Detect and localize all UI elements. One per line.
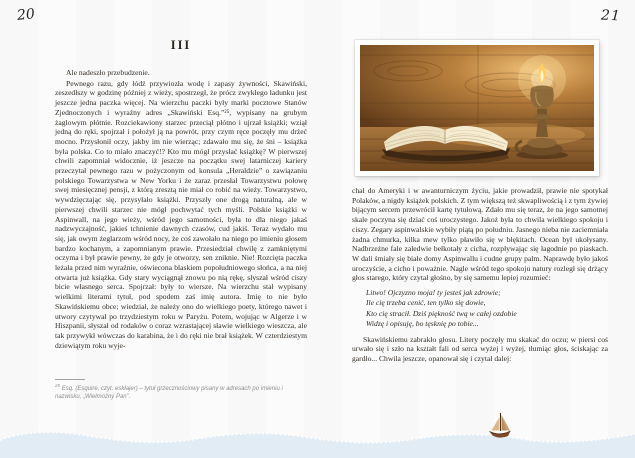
- footnote-text: Esq. (Esquire, czyt. eskłajer) – tytuł grzecznościowy pisany w adresach po imieniu i nazwisku, „Wielmożny Pan”.: [55, 386, 283, 400]
- poem-line: Kto cię stracił. Dziś piękność twą w całej ozdobie: [366, 308, 517, 318]
- right-paragraph-1: chał do Ameryki i w awanturniczym życiu, jakie prowadził, prawie nie spotykał Polaków, a nigdy książek polskich. Z tym większą też skwapliwością i z tym żywiej bijącym sercem przewrócił kartę tytułową. Zdało mu się teraz, że na jego samotnej skale poczyna się dziać coś uroczystego. Jakoż była to chwila wielkiego spokoju i ciszy. Zegary aspinwalskie wybiły piątą po południu. Jasnego nieba nie zaciemniała żadna chmurka, kilka mew tylko pławiło się w błękitach. Ocean był ukołysany. Nadbrzeżne fale zaledwie bełkotały z cicha, rozpływając się łagodnie po piaskach. W dali śmiały się białe domy Aspinwallu i cudne grupy palm. Naprawdę było jakoś uroczyście, a cicho i poważnie. Nagle wśród tego spokoju natury rozległ się drżący głos starego, który czytał głośno, by się samemu lepiej rozumieć:: [352, 186, 608, 283]
- book-lamp-photo: [355, 40, 599, 176]
- wave-fill: [0, 432, 635, 458]
- poem-line: Widzę i opisuję, bo tęsknię po tobie...: [366, 319, 479, 329]
- wave-decoration: [0, 424, 635, 458]
- page-number-right: 21: [600, 7, 622, 25]
- right-paragraph-2: Skawińskiemu zabrakło głosu. Litery poczęły mu skakać do oczu; w piersi coś urwało się i szło na kształt fali od serca wyżej i wyżej, tłumiąc głos, ściskając za gardło... Chwila jeszcze, opanował się i czytał dalej:: [352, 334, 608, 364]
- poem-quote: [366, 288, 608, 330]
- poem-line: Ile cię trzeba cenić, ten tylko się dowie,: [366, 298, 486, 308]
- book-lamp-photo-image: [360, 45, 594, 171]
- left-paragraph-1: Ale nadeszło przebudzenie.: [66, 68, 150, 77]
- right-page: [352, 40, 608, 364]
- footnote-marker: 25: [55, 383, 61, 388]
- sailboat-icon: [488, 412, 512, 438]
- page-number-left: 20: [16, 6, 36, 24]
- chapter-heading: III: [170, 38, 192, 52]
- poem-line: Litwo! Ojczyzno moja! ty jesteś jak zdrowie;: [366, 288, 501, 298]
- left-paragraph-2: Pewnego razu, gdy łódź przywiozła wodę i zapasy żywności, Skawiński, zeszedłszy w godzinę później z wieży, spostrzegł, że prócz zwykłego ładunku jest jeszcze jedna paczka więcej. Na wierzchu paczki były marki pocztowe Stanów Zjednoczonych i wyraźny adres „Skawiński Esq.”²⁵, wypisany na grubym żaglowym płótnie. Rozciekawiony starzec przeciął płótno i ujrzał książki; wziął jedną do ręki, spojrzał i położył ją na powrót, przy czym ręce poczęły mu drżeć mocno. Przysłonił oczy, jakby im nie wierząc; zdawało mu się, że śni – książka była polska. Co to miało znaczyć!? Kto mu mógł przysłać książkę? W pierwszej chwili zapomniał widocznie, iż jeszcze na początku swej latarniczej kariery przeczytał pewnego razu w pożyczonym od konsula „Heraldzie” o zawiązaniu polskiego Towarzystwa w New Yorku i że zaraz przesłał Towarzystwu połowę swej miesięcznej pensji, z którą zresztą nie miał co robić na wieży. Towarzystwo, wywdzięczając się, przysyłało książki. Przyszły one drogą naturalną, ale w pierwszej chwili starzec nie mógł pochwytać tych myśli. Polskie książki w Aspinwall, na jego wieży, wśród jego samotności, była to dla niego jakaś nadzwyczajność, jakieś tchnienie dawnych czasów, cud jakiś. Teraz wydało mu się, jak owym żeglarzom wśród nocy, że coś zawołało na niego po imieniu głosem bardzo kochanym, a zapomnianym prawie. Przesiedział chwilę z zamkniętymi oczyma i był prawie pewny, że gdy je otworzy, sen zniknie. Nie! Rozcięta paczka leżała przed nim wyraźnie, oświecona blaskiem popołudniowego słońca, a na niej otwarta już książka. Gdy stary wyciągnął znowu po nią rękę, słyszał wśród ciszy bicie własnego serca. Spojrzał: były to wiersze. Na wierzchu stał wypisany wielkimi literami tytuł, pod spodem zaś imię autora. Imię to nie było Skawińskiemu obce; wiedział, że należy ono do wielkiego poety, którego nawet i utwory czytywał po trzydziestym roku w Paryżu. Potem, wojując w Algerze i w Hiszpanii, słyszał od rodaków o coraz wzrastającej sławie wielkiego wieszcza, ale tak przywykł wówczas do karabina, że i do ręki nie brał książek. W czterdziestym dziewiątym roku wyje-: [55, 78, 307, 350]
- footnote: [55, 379, 307, 401]
- left-page: [55, 38, 307, 350]
- footnote-divider: [55, 379, 85, 380]
- footnote-line: [55, 382, 307, 401]
